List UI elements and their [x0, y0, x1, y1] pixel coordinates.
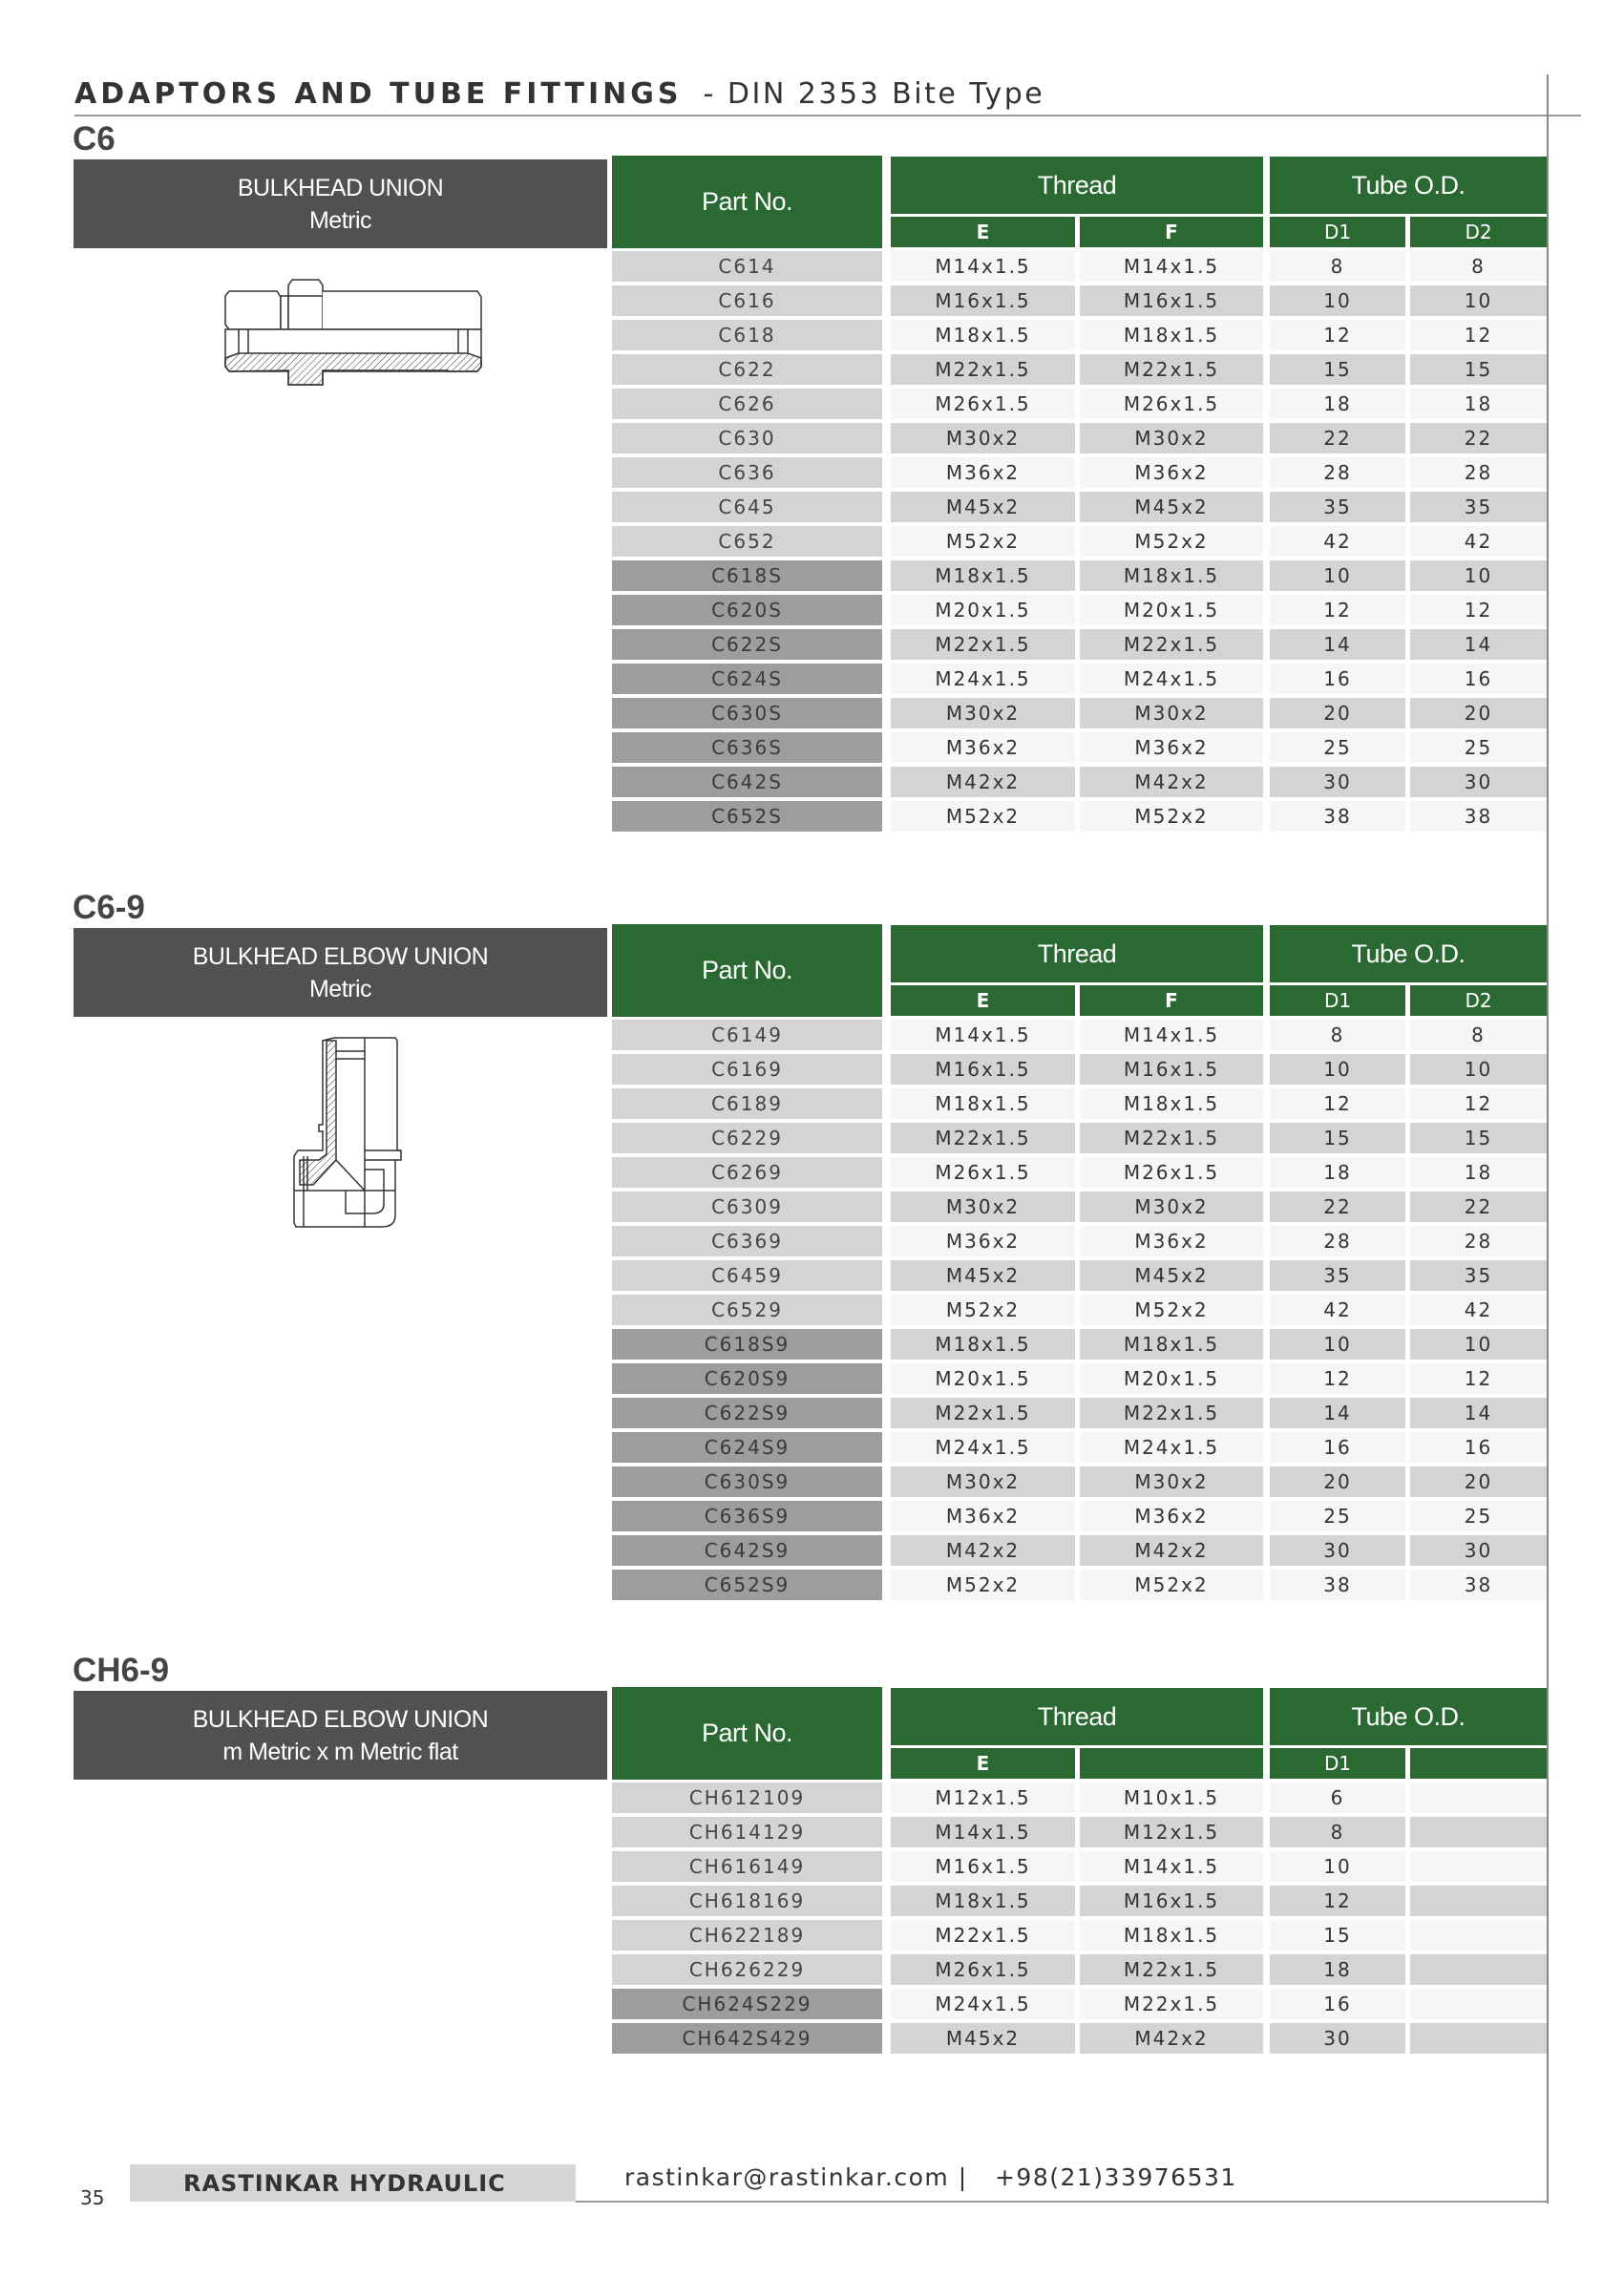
bulkhead-elbow-union-drawing [277, 1036, 420, 1236]
thread-e-cell: M24x1.5 [891, 1989, 1075, 2019]
tube-d1-cell: 14 [1270, 1398, 1405, 1428]
tube-d1-cell: 10 [1270, 1851, 1405, 1882]
tube-d1-cell: 16 [1270, 664, 1405, 694]
part-number-cell: C624S9 [612, 1432, 882, 1463]
part-number-cell: C636S [612, 732, 882, 763]
tube-d2-cell: 20 [1410, 698, 1547, 728]
thread-e-cell: M36x2 [891, 1226, 1075, 1256]
tube-d2-cell: 35 [1410, 1260, 1547, 1291]
header-thread: Thread [891, 157, 1263, 214]
thread-e-cell: M30x2 [891, 1466, 1075, 1497]
header-tube-od: Tube O.D. [1270, 1688, 1547, 1745]
tube-d1-cell: 42 [1270, 526, 1405, 557]
tube-d1-cell: 38 [1270, 1570, 1405, 1600]
thread-f-cell: M30x2 [1080, 1192, 1263, 1222]
header-tube-od: Tube O.D. [1270, 157, 1547, 214]
thread-e-cell: M16x1.5 [891, 285, 1075, 316]
thread-f-cell: M16x1.5 [1080, 285, 1263, 316]
part-number-cell: C6269 [612, 1157, 882, 1188]
thread-f-cell: M42x2 [1080, 1535, 1263, 1566]
header-thread-e: E [891, 985, 1075, 1016]
part-number-cell: C6309 [612, 1192, 882, 1222]
part-number-cell: C642S [612, 767, 882, 797]
part-number-cell: C616 [612, 285, 882, 316]
tube-d1-cell: 16 [1270, 1989, 1405, 2019]
tube-d1-cell: 15 [1270, 1920, 1405, 1951]
tube-d2-cell: 12 [1410, 1363, 1547, 1394]
thread-f-cell: M20x1.5 [1080, 1363, 1263, 1394]
tube-d2-cell [1410, 1851, 1547, 1882]
thread-f-cell: M18x1.5 [1080, 1920, 1263, 1951]
part-number-cell: CH642S429 [612, 2023, 882, 2054]
thread-f-cell: M52x2 [1080, 526, 1263, 557]
header-tube-d1: D1 [1270, 217, 1405, 247]
part-number-cell: C652S [612, 801, 882, 832]
part-number-cell: C636S9 [612, 1501, 882, 1531]
thread-f-cell: M45x2 [1080, 492, 1263, 522]
tube-d2-cell: 16 [1410, 664, 1547, 694]
thread-f-cell: M30x2 [1080, 1466, 1263, 1497]
tube-d1-cell: 10 [1270, 560, 1405, 591]
page-number: 35 [80, 2186, 105, 2209]
thread-f-cell: M52x2 [1080, 1295, 1263, 1325]
header-part-no: Part No. [612, 156, 882, 248]
thread-e-cell: M22x1.5 [891, 1920, 1075, 1951]
tube-d2-cell: 28 [1410, 1226, 1547, 1256]
tube-d1-cell: 25 [1270, 1501, 1405, 1531]
part-number-cell: C636 [612, 457, 882, 488]
tube-d2-cell: 12 [1410, 595, 1547, 625]
thread-f-cell: M22x1.5 [1080, 1989, 1263, 2019]
thread-f-cell: M12x1.5 [1080, 1817, 1263, 1847]
tube-d2-cell [1410, 1782, 1547, 1813]
tube-d2-cell [1410, 1920, 1547, 1951]
tube-d2-cell: 18 [1410, 1157, 1547, 1188]
header-thread: Thread [891, 1688, 1263, 1745]
thread-f-cell: M16x1.5 [1080, 1886, 1263, 1916]
thread-e-cell: M52x2 [891, 801, 1075, 832]
thread-e-cell: M26x1.5 [891, 389, 1075, 419]
tube-d2-cell: 10 [1410, 1329, 1547, 1360]
tube-d1-cell: 28 [1270, 1226, 1405, 1256]
part-number-cell: C642S9 [612, 1535, 882, 1566]
thread-f-cell: M22x1.5 [1080, 354, 1263, 385]
thread-e-cell: M30x2 [891, 698, 1075, 728]
tube-d1-cell: 12 [1270, 1886, 1405, 1916]
part-number-cell: C618 [612, 320, 882, 350]
part-number-cell: C645 [612, 492, 882, 522]
thread-e-cell: M30x2 [891, 423, 1075, 453]
thread-f-cell: M22x1.5 [1080, 1123, 1263, 1153]
product-variant: m Metric x m Metric flat [222, 1739, 458, 1765]
part-number-cell: C626 [612, 389, 882, 419]
part-number-cell: C618S [612, 560, 882, 591]
thread-f-cell: M30x2 [1080, 423, 1263, 453]
thread-e-cell: M42x2 [891, 1535, 1075, 1566]
header-tube-d2: D2 [1410, 217, 1547, 247]
thread-f-cell: M22x1.5 [1080, 1954, 1263, 1985]
thread-e-cell: M52x2 [891, 1295, 1075, 1325]
thread-f-cell: M14x1.5 [1080, 1851, 1263, 1882]
thread-e-cell: M20x1.5 [891, 1363, 1075, 1394]
tube-d2-cell: 25 [1410, 732, 1547, 763]
part-number-cell: CH624S229 [612, 1989, 882, 2019]
section-code: CH6-9 [73, 1652, 170, 1689]
header-part-no: Part No. [612, 1687, 882, 1780]
tube-d2-cell: 12 [1410, 320, 1547, 350]
brand-label: RASTINKAR HYDRAULIC [130, 2164, 576, 2202]
part-number-cell: CH622189 [612, 1920, 882, 1951]
thread-e-cell: M12x1.5 [891, 1782, 1075, 1813]
thread-e-cell: M18x1.5 [891, 1329, 1075, 1360]
page-title [74, 76, 1044, 113]
tube-d2-cell: 14 [1410, 1398, 1547, 1428]
part-number-cell: C652S9 [612, 1570, 882, 1600]
part-number-cell: C620S [612, 595, 882, 625]
thread-e-cell: M42x2 [891, 767, 1075, 797]
tube-d1-cell: 35 [1270, 1260, 1405, 1291]
tube-d1-cell: 12 [1270, 1363, 1405, 1394]
thread-f-cell: M52x2 [1080, 801, 1263, 832]
tube-d2-cell: 10 [1410, 1054, 1547, 1085]
tube-d1-cell: 14 [1270, 629, 1405, 660]
thread-e-cell: M18x1.5 [891, 320, 1075, 350]
tube-d2-cell: 10 [1410, 560, 1547, 591]
thread-e-cell: M45x2 [891, 1260, 1075, 1291]
part-number-cell: C6459 [612, 1260, 882, 1291]
part-number-cell: C652 [612, 526, 882, 557]
header-tube-d1: D1 [1270, 985, 1405, 1016]
part-number-cell: CH626229 [612, 1954, 882, 1985]
header-tube-od: Tube O.D. [1270, 925, 1547, 982]
thread-e-cell: M52x2 [891, 1570, 1075, 1600]
tube-d1-cell: 8 [1270, 1817, 1405, 1847]
tube-d2-cell: 12 [1410, 1088, 1547, 1119]
thread-e-cell: M45x2 [891, 2023, 1075, 2054]
part-number-cell: C618S9 [612, 1329, 882, 1360]
thread-f-cell: M26x1.5 [1080, 389, 1263, 419]
page-title-sub: - DIN 2353 Bite Type [703, 77, 1045, 111]
part-number-cell: C6149 [612, 1020, 882, 1050]
thread-e-cell: M36x2 [891, 1501, 1075, 1531]
part-number-cell: C630 [612, 423, 882, 453]
thread-f-cell: M36x2 [1080, 1501, 1263, 1531]
tube-d1-cell: 30 [1270, 767, 1405, 797]
thread-f-cell: M42x2 [1080, 767, 1263, 797]
tube-d1-cell: 10 [1270, 1329, 1405, 1360]
product-name: BULKHEAD ELBOW UNION [192, 1706, 489, 1733]
tube-d1-cell: 35 [1270, 492, 1405, 522]
thread-e-cell: M18x1.5 [891, 1886, 1075, 1916]
thread-f-cell: M52x2 [1080, 1570, 1263, 1600]
tube-d1-cell: 15 [1270, 1123, 1405, 1153]
thread-f-cell: M14x1.5 [1080, 251, 1263, 282]
tube-d2-cell [1410, 2023, 1547, 2054]
part-number-cell: C6369 [612, 1226, 882, 1256]
thread-e-cell: M16x1.5 [891, 1851, 1075, 1882]
tube-d1-cell: 20 [1270, 1466, 1405, 1497]
part-number-cell: C6229 [612, 1123, 882, 1153]
thread-e-cell: M18x1.5 [891, 1088, 1075, 1119]
tube-d2-cell: 18 [1410, 389, 1547, 419]
thread-e-cell: M26x1.5 [891, 1157, 1075, 1188]
part-number-cell: C622S [612, 629, 882, 660]
tube-d1-cell: 22 [1270, 423, 1405, 453]
thread-e-cell: M22x1.5 [891, 1398, 1075, 1428]
tube-d2-cell [1410, 1989, 1547, 2019]
part-number-cell: CH614129 [612, 1817, 882, 1847]
tube-d1-cell: 18 [1270, 1157, 1405, 1188]
part-number-cell: C6189 [612, 1088, 882, 1119]
tube-d1-cell: 15 [1270, 354, 1405, 385]
product-description [74, 928, 607, 1017]
thread-f-cell: M16x1.5 [1080, 1054, 1263, 1085]
thread-e-cell: M36x2 [891, 732, 1075, 763]
product-description [74, 159, 607, 248]
tube-d2-cell: 42 [1410, 1295, 1547, 1325]
thread-e-cell: M26x1.5 [891, 1954, 1075, 1985]
thread-e-cell: M24x1.5 [891, 1432, 1075, 1463]
thread-f-cell: M36x2 [1080, 732, 1263, 763]
tube-d1-cell: 12 [1270, 320, 1405, 350]
tube-d2-cell: 22 [1410, 423, 1547, 453]
tube-d1-cell: 8 [1270, 251, 1405, 282]
tube-d1-cell: 25 [1270, 732, 1405, 763]
tube-d2-cell: 8 [1410, 1020, 1547, 1050]
thread-f-cell: M18x1.5 [1080, 1329, 1263, 1360]
thread-f-cell: M24x1.5 [1080, 664, 1263, 694]
thread-e-cell: M16x1.5 [891, 1054, 1075, 1085]
thread-e-cell: M18x1.5 [891, 560, 1075, 591]
tube-d1-cell: 22 [1270, 1192, 1405, 1222]
tube-d1-cell: 18 [1270, 389, 1405, 419]
tube-d1-cell: 8 [1270, 1020, 1405, 1050]
tube-d1-cell: 30 [1270, 1535, 1405, 1566]
product-description [74, 1691, 607, 1780]
header-thread: Thread [891, 925, 1263, 982]
thread-f-cell: M36x2 [1080, 1226, 1263, 1256]
tube-d1-cell: 16 [1270, 1432, 1405, 1463]
page-right-border [1547, 74, 1549, 2204]
tube-d1-cell: 20 [1270, 698, 1405, 728]
tube-d1-cell: 42 [1270, 1295, 1405, 1325]
tube-d2-cell: 25 [1410, 1501, 1547, 1531]
part-number-cell: C614 [612, 251, 882, 282]
thread-e-cell: M52x2 [891, 526, 1075, 557]
tube-d1-cell: 10 [1270, 285, 1405, 316]
thread-f-cell: M10x1.5 [1080, 1782, 1263, 1813]
part-number-cell: C622 [612, 354, 882, 385]
product-name: BULKHEAD UNION [237, 175, 444, 201]
tube-d2-cell: 8 [1410, 251, 1547, 282]
thread-f-cell: M18x1.5 [1080, 320, 1263, 350]
part-number-cell: C624S [612, 664, 882, 694]
thread-e-cell: M22x1.5 [891, 1123, 1075, 1153]
thread-e-cell: M24x1.5 [891, 664, 1075, 694]
section-code: C6-9 [73, 889, 145, 926]
part-number-cell: C630S [612, 698, 882, 728]
product-variant: Metric [308, 207, 372, 234]
tube-d2-cell: 14 [1410, 629, 1547, 660]
tube-d1-cell: 28 [1270, 457, 1405, 488]
page-title-main: ADAPTORS AND TUBE FITTINGS [74, 77, 683, 111]
thread-f-cell: M22x1.5 [1080, 1398, 1263, 1428]
footer-divider [576, 2201, 1548, 2203]
header-thread-f [1080, 1748, 1263, 1779]
thread-f-cell: M36x2 [1080, 457, 1263, 488]
thread-e-cell: M14x1.5 [891, 1817, 1075, 1847]
contact-info: rastinkar@rastinkar.com | +98(21)33976531 [624, 2163, 1237, 2191]
header-thread-f: F [1080, 985, 1263, 1016]
part-number-cell: CH612109 [612, 1782, 882, 1813]
part-number-cell: C620S9 [612, 1363, 882, 1394]
tube-d2-cell [1410, 1817, 1547, 1847]
thread-f-cell: M24x1.5 [1080, 1432, 1263, 1463]
part-number-cell: C6529 [612, 1295, 882, 1325]
thread-f-cell: M26x1.5 [1080, 1157, 1263, 1188]
tube-d2-cell: 30 [1410, 767, 1547, 797]
tube-d2-cell: 38 [1410, 1570, 1547, 1600]
header-tube-d2: D2 [1410, 985, 1547, 1016]
header-tube-d2 [1410, 1748, 1547, 1779]
thread-e-cell: M14x1.5 [891, 1020, 1075, 1050]
thread-f-cell: M14x1.5 [1080, 1020, 1263, 1050]
thread-f-cell: M30x2 [1080, 698, 1263, 728]
tube-d1-cell: 30 [1270, 2023, 1405, 2054]
tube-d2-cell: 20 [1410, 1466, 1547, 1497]
tube-d2-cell: 15 [1410, 354, 1547, 385]
tube-d2-cell: 22 [1410, 1192, 1547, 1222]
thread-e-cell: M45x2 [891, 492, 1075, 522]
title-divider [74, 115, 1581, 116]
thread-e-cell: M20x1.5 [891, 595, 1075, 625]
tube-d2-cell: 42 [1410, 526, 1547, 557]
part-number-cell: C622S9 [612, 1398, 882, 1428]
tube-d2-cell: 30 [1410, 1535, 1547, 1566]
header-thread-e: E [891, 1748, 1075, 1779]
thread-f-cell: M18x1.5 [1080, 1088, 1263, 1119]
thread-f-cell: M42x2 [1080, 2023, 1263, 2054]
tube-d2-cell: 28 [1410, 457, 1547, 488]
part-number-cell: C6169 [612, 1054, 882, 1085]
section-code: C6 [73, 120, 116, 158]
thread-f-cell: M22x1.5 [1080, 629, 1263, 660]
tube-d1-cell: 6 [1270, 1782, 1405, 1813]
header-thread-e: E [891, 217, 1075, 247]
part-number-cell: CH618169 [612, 1886, 882, 1916]
bulkhead-union-drawing [220, 272, 487, 396]
tube-d1-cell: 18 [1270, 1954, 1405, 1985]
tube-d2-cell: 38 [1410, 801, 1547, 832]
tube-d1-cell: 12 [1270, 1088, 1405, 1119]
thread-f-cell: M45x2 [1080, 1260, 1263, 1291]
tube-d2-cell: 10 [1410, 285, 1547, 316]
tube-d2-cell [1410, 1954, 1547, 1985]
product-variant: Metric [308, 976, 372, 1002]
tube-d1-cell: 38 [1270, 801, 1405, 832]
header-tube-d1: D1 [1270, 1748, 1405, 1779]
tube-d1-cell: 12 [1270, 595, 1405, 625]
tube-d2-cell [1410, 1886, 1547, 1916]
header-thread-f: F [1080, 217, 1263, 247]
thread-e-cell: M14x1.5 [891, 251, 1075, 282]
product-name: BULKHEAD ELBOW UNION [192, 943, 489, 970]
thread-e-cell: M22x1.5 [891, 354, 1075, 385]
tube-d2-cell: 15 [1410, 1123, 1547, 1153]
tube-d2-cell: 16 [1410, 1432, 1547, 1463]
thread-f-cell: M18x1.5 [1080, 560, 1263, 591]
tube-d2-cell: 35 [1410, 492, 1547, 522]
part-number-cell: CH616149 [612, 1851, 882, 1882]
thread-e-cell: M22x1.5 [891, 629, 1075, 660]
thread-f-cell: M20x1.5 [1080, 595, 1263, 625]
header-part-no: Part No. [612, 924, 882, 1017]
thread-e-cell: M36x2 [891, 457, 1075, 488]
thread-e-cell: M30x2 [891, 1192, 1075, 1222]
part-number-cell: C630S9 [612, 1466, 882, 1497]
tube-d1-cell: 10 [1270, 1054, 1405, 1085]
